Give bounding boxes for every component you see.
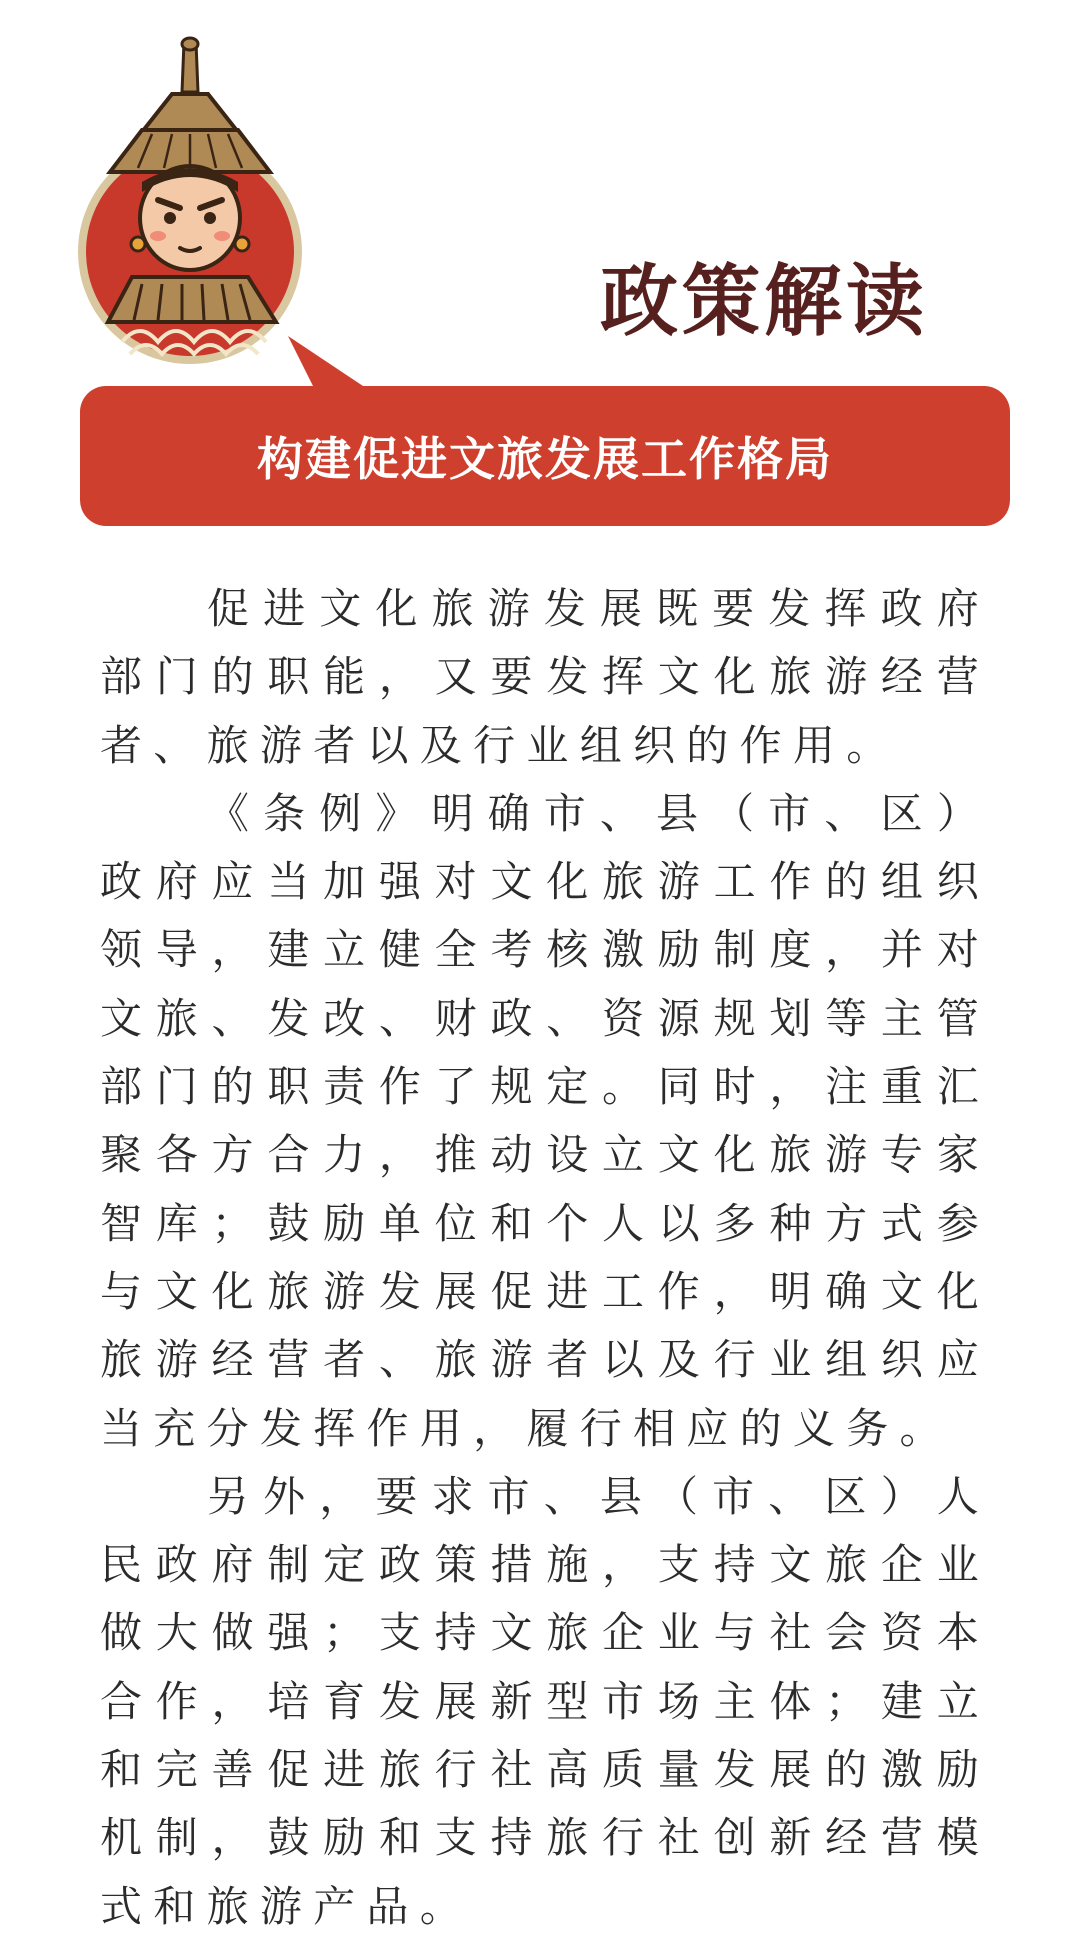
- banner-title: 构建促进文旅发展工作格局: [257, 432, 833, 486]
- paragraph: 《条例》明确市、县（市、区）政府应当加强对文化旅游工作的组织领导，建立健全考核激励制度，并对文旅、发改、财政、资源规划等主管部门的职责作了规定。同时，注重汇聚各方合力，推动设立文化旅游专家智库；鼓励单位和个人以多种方式参与文化旅游发展促进工作，明确文化旅游经营者、旅游者以及行业组织应当充分发挥作用，履行相应的义务。: [100, 788, 990, 1453]
- article-body: [100, 575, 990, 1941]
- paragraph: 另外，要求市、县（市、区）人民政府制定政策措施，支持文旅企业做大做强；支持文旅企业与社会资本合作，培育发展新型市场主体；建立和完善促进旅行社高质量发展的激励机制，鼓励和支持旅行社创新经营模式和旅游产品。: [100, 1471, 990, 1931]
- mascot-icon: [72, 22, 332, 382]
- page-title: 政策解读: [600, 256, 929, 347]
- paragraph: 促进文化旅游发展既要发挥政府部门的职能，又要发挥文化旅游经营者、旅游者以及行业组织的作用。: [100, 584, 990, 770]
- section-banner: [80, 386, 1010, 526]
